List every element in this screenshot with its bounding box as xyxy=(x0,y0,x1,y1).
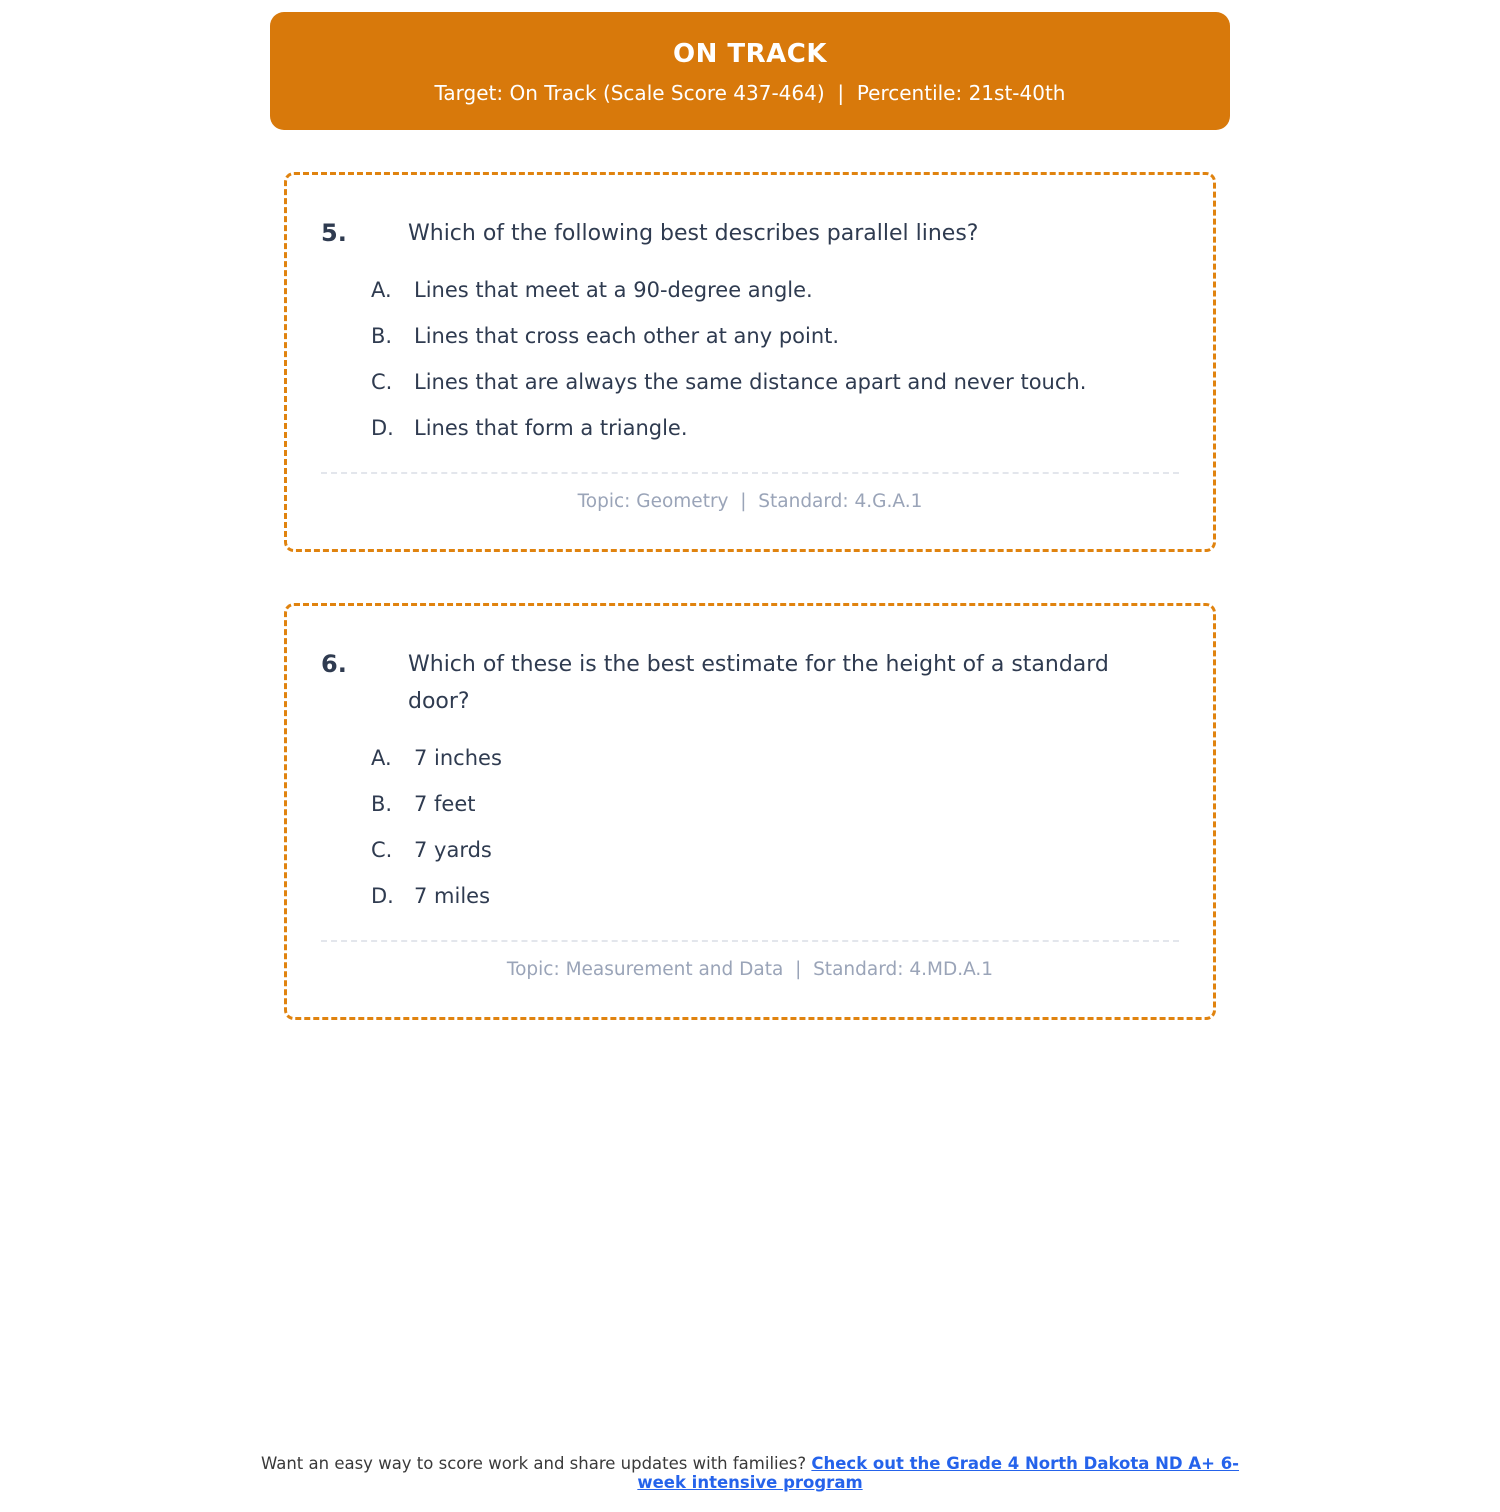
option-text: Lines that are always the same distance apart and never touch. xyxy=(414,370,1087,394)
option-letter: C. xyxy=(371,370,393,394)
option-letter: A. xyxy=(371,746,392,770)
option-text: Lines that cross each other at any point. xyxy=(414,324,840,348)
topic-standard-line: Topic: Geometry | Standard: 4.G.A.1 xyxy=(577,491,923,512)
option-row-b xyxy=(371,786,1179,822)
footer-text: Want an easy way to score work and share updates with families? xyxy=(260,1454,807,1473)
option-text: 7 yards xyxy=(414,838,492,862)
option-row-c xyxy=(371,832,1179,868)
score-band-banner xyxy=(270,12,1230,130)
option-letter: C. xyxy=(371,838,393,862)
option-text: 7 inches xyxy=(414,746,502,770)
question-header xyxy=(321,215,1179,252)
question-card-5 xyxy=(284,172,1216,552)
option-letter: D. xyxy=(371,884,394,908)
option-row-d xyxy=(371,410,1179,446)
question-text: Which of the following best describes parallel lines? xyxy=(408,221,979,246)
question-text: Which of these is the best estimate for the height of a standard door? xyxy=(408,652,1109,714)
question-header xyxy=(321,646,1179,720)
banner-title: ON TRACK xyxy=(672,39,828,69)
option-letter: B. xyxy=(371,324,393,348)
option-row-b xyxy=(371,318,1179,354)
option-letter: B. xyxy=(371,792,393,816)
option-text: 7 miles xyxy=(414,884,491,908)
question-number: 5. xyxy=(321,219,347,247)
option-row-c xyxy=(371,364,1179,400)
question-number: 6. xyxy=(321,650,347,678)
card-divider xyxy=(321,940,1179,942)
topic-standard-line: Topic: Measurement and Data | Standard: 4.MD.A.1 xyxy=(506,959,994,980)
option-letter: D. xyxy=(371,416,394,440)
option-row-d xyxy=(371,878,1179,914)
question-card-6 xyxy=(284,603,1216,1020)
option-row-a xyxy=(371,272,1179,308)
page-footer xyxy=(0,1454,1500,1492)
option-row-a xyxy=(371,740,1179,776)
option-letter: A. xyxy=(371,278,392,302)
footer-program-link[interactable]: Check out the Grade 4 North Dakota ND A+ 6-week intensive program xyxy=(637,1454,1240,1492)
option-text: Lines that form a triangle. xyxy=(414,416,688,440)
banner-subtitle: Target: On Track (Scale Score 437-464) | Percentile: 21st-40th xyxy=(434,81,1066,105)
footer-note xyxy=(255,1454,1245,1492)
option-text: Lines that meet at a 90-degree angle. xyxy=(414,278,813,302)
option-text: 7 feet xyxy=(414,792,476,816)
card-divider xyxy=(321,472,1179,474)
